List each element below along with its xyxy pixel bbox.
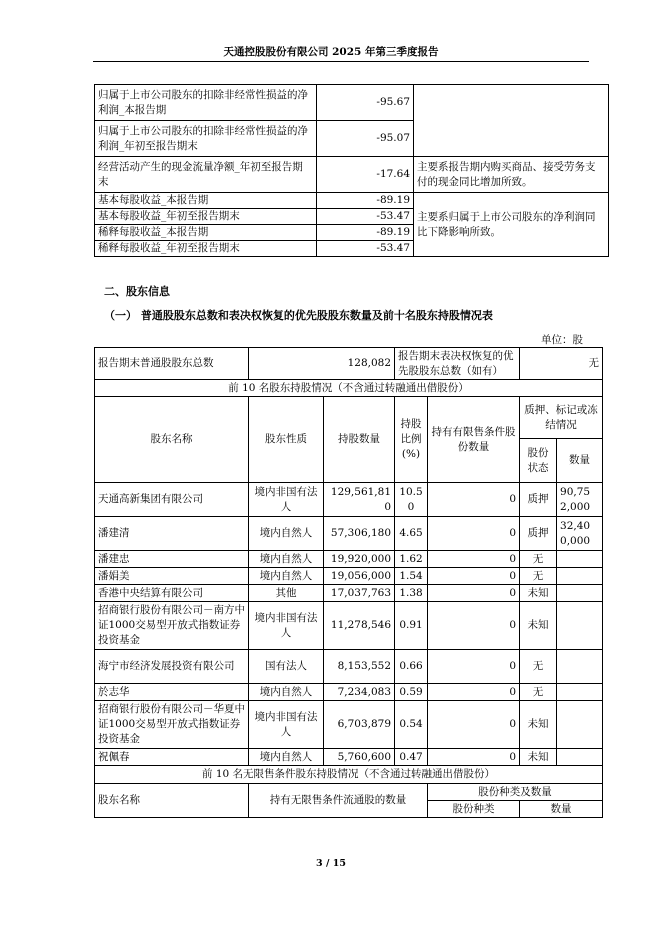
profit-row-value: -95.67	[317, 85, 414, 121]
holder-row	[95, 551, 603, 568]
holder-nature: 境内自然人	[249, 568, 324, 585]
holder-pledge-status: 未知	[520, 701, 557, 749]
holder-shares: 129,561,810	[324, 483, 395, 517]
holder-restricted: 0	[428, 749, 520, 766]
holder-pledge-status: 质押	[520, 517, 557, 551]
holder-shares: 19,056,000	[324, 568, 395, 585]
holder-ratio: 0.47	[395, 749, 428, 766]
holder-nature: 境内非国有法人	[249, 483, 324, 517]
total-holders-value: 128,082	[249, 348, 395, 380]
unrestricted-title: 前 10 名无限售条件股东持股情况（不含通过转融通出借股份）	[95, 766, 603, 784]
holder-name: 香港中央结算有限公司	[95, 585, 249, 602]
holder-pledge-qty	[557, 650, 603, 684]
holder-name: 於志华	[95, 684, 249, 701]
holder-nature: 境内自然人	[249, 551, 324, 568]
holder-pledge-qty	[557, 602, 603, 650]
profit-row-label: 归属于上市公司股东的扣除非经常性损益的净利润_年初至报告期末	[95, 121, 317, 157]
holder-ratio: 0.54	[395, 701, 428, 749]
profit-row-value: -89.19	[317, 225, 414, 241]
holder-restricted: 0	[428, 602, 520, 650]
holder-name: 招商银行股份有限公司－华夏中证1000交易型开放式指数证券投资基金	[95, 701, 249, 749]
holder-nature: 境内自然人	[249, 517, 324, 551]
holder-row	[95, 749, 603, 766]
col-header-pledge: 质押、标记或冻结情况	[520, 397, 603, 439]
profit-reason-cash: 主要系报告期内购买商品、接受劳务支付的现金同比增加所致。	[414, 157, 609, 193]
holder-ratio: 0.91	[395, 602, 428, 650]
holder-pledge-qty	[557, 684, 603, 701]
holder-nature: 国有法人	[249, 650, 324, 684]
holder-pledge-qty	[557, 701, 603, 749]
col-header-restricted: 持有有限售条件股份数量	[428, 397, 520, 483]
total-holders-label: 报告期末普通股股东总数	[95, 348, 249, 380]
ur-col-header-qty: 持有无限售条件流通股的数量	[249, 784, 428, 818]
holder-ratio: 0.66	[395, 650, 428, 684]
holder-pledge-status: 无	[520, 650, 557, 684]
header-rule	[93, 61, 589, 62]
holder-pledge-qty	[557, 568, 603, 585]
holder-row	[95, 568, 603, 585]
profit-reason-empty	[414, 85, 609, 157]
profit-row-value: -53.47	[317, 241, 414, 257]
holder-shares: 8,153,552	[324, 650, 395, 684]
holder-name: 祝佩春	[95, 749, 249, 766]
holder-restricted: 0	[428, 551, 520, 568]
holder-pledge-qty	[557, 551, 603, 568]
pref-holders-value: 无	[520, 348, 603, 380]
holder-name: 潘建忠	[95, 551, 249, 568]
holder-restricted: 0	[428, 701, 520, 749]
col-header-shares: 持股数量	[324, 397, 395, 483]
holder-pledge-qty	[557, 585, 603, 602]
holder-restricted: 0	[428, 568, 520, 585]
profit-row-value: -89.19	[317, 193, 414, 209]
holder-pledge-status: 无	[520, 684, 557, 701]
profit-change-table	[94, 84, 609, 257]
holder-ratio: 1.54	[395, 568, 428, 585]
holder-row	[95, 517, 603, 551]
holder-name: 海宁市经济发展投资有限公司	[95, 650, 249, 684]
holder-shares: 11,278,546	[324, 602, 395, 650]
holder-row	[95, 650, 603, 684]
holder-nature: 境内非国有法人	[249, 602, 324, 650]
holder-shares: 19,920,000	[324, 551, 395, 568]
profit-row-label: 基本每股收益_本报告期	[95, 193, 317, 209]
holder-restricted: 0	[428, 650, 520, 684]
profit-row-label: 稀释每股收益_年初至报告期末	[95, 241, 317, 257]
holder-ratio: 1.62	[395, 551, 428, 568]
profit-row-value: -53.47	[317, 209, 414, 225]
holder-row	[95, 585, 603, 602]
holder-ratio: 4.65	[395, 517, 428, 551]
holder-shares: 57,306,180	[324, 517, 395, 551]
holder-name: 潘建清	[95, 517, 249, 551]
ur-col-header-name: 股东名称	[95, 784, 249, 818]
profit-row-label: 稀释每股收益_本报告期	[95, 225, 317, 241]
section-title-shareholders: 二、股东信息	[104, 285, 170, 298]
col-header-qty: 数量	[557, 439, 603, 483]
holder-ratio: 1.38	[395, 585, 428, 602]
pref-holders-label: 报告期末表决权恢复的优先股股东总数（如有）	[395, 348, 520, 380]
holder-pledge-qty: 90,752,000	[557, 483, 603, 517]
holder-restricted: 0	[428, 684, 520, 701]
profit-row-label: 基本每股收益_年初至报告期末	[95, 209, 317, 225]
col-header-ratio: 持股比例(%)	[395, 397, 428, 483]
holder-name: 招商银行股份有限公司－南方中证1000交易型开放式指数证券投资基金	[95, 602, 249, 650]
holder-row	[95, 483, 603, 517]
col-header-nature: 股东性质	[249, 397, 324, 483]
holder-shares: 5,760,600	[324, 749, 395, 766]
holder-pledge-qty	[557, 749, 603, 766]
profit-row-value: -17.64	[317, 157, 414, 193]
holder-nature: 境内非国有法人	[249, 701, 324, 749]
holder-nature: 其他	[249, 585, 324, 602]
holder-pledge-status: 无	[520, 551, 557, 568]
holder-shares: 17,037,763	[324, 585, 395, 602]
holder-pledge-status: 质押	[520, 483, 557, 517]
holder-restricted: 0	[428, 585, 520, 602]
col-header-status: 股份状态	[520, 439, 557, 483]
subsection-title: （一） 普通股股东总数和表决权恢复的优先股股东数量及前十名股东持股情况表	[104, 309, 493, 322]
col-header-name: 股东名称	[95, 397, 249, 483]
page-number: 3 / 15	[316, 858, 346, 869]
holder-rows	[95, 483, 603, 766]
holder-shares: 6,703,879	[324, 701, 395, 749]
holder-pledge-status: 未知	[520, 585, 557, 602]
holder-row	[95, 602, 603, 650]
unit-label: 单位：股	[541, 334, 583, 346]
profit-reason-eps: 主要系归属于上市公司股东的净利润同比下降影响所致。	[414, 193, 609, 257]
holder-nature: 境内自然人	[249, 749, 324, 766]
holder-restricted: 0	[428, 517, 520, 551]
holder-row	[95, 701, 603, 749]
top10-title: 前 10 名股东持股情况（不含通过转融通出借股份）	[95, 380, 603, 397]
ur-col-header-type-kind: 股份种类	[428, 801, 520, 818]
profit-row-value: -95.07	[317, 121, 414, 157]
ur-col-header-type-qty: 数量	[520, 801, 603, 818]
holder-pledge-status: 无	[520, 568, 557, 585]
holder-ratio: 10.50	[395, 483, 428, 517]
holder-shares: 7,234,083	[324, 684, 395, 701]
holder-pledge-status: 未知	[520, 749, 557, 766]
profit-row-label: 归属于上市公司股东的扣除非经常性损益的净利润_本报告期	[95, 85, 317, 121]
holder-row	[95, 684, 603, 701]
page-header: 天通控股股份有限公司 2025 年第三季度报告	[223, 46, 439, 58]
holder-name: 潘娟美	[95, 568, 249, 585]
shareholders-table	[94, 347, 603, 818]
holder-restricted: 0	[428, 483, 520, 517]
holder-nature: 境内自然人	[249, 684, 324, 701]
holder-pledge-status: 未知	[520, 602, 557, 650]
holder-pledge-qty: 32,400,000	[557, 517, 603, 551]
ur-col-header-type: 股份种类及数量	[428, 784, 603, 801]
holder-ratio: 0.59	[395, 684, 428, 701]
holder-name: 天通高新集团有限公司	[95, 483, 249, 517]
profit-row-label: 经营活动产生的现金流量净额_年初至报告期末	[95, 157, 317, 193]
